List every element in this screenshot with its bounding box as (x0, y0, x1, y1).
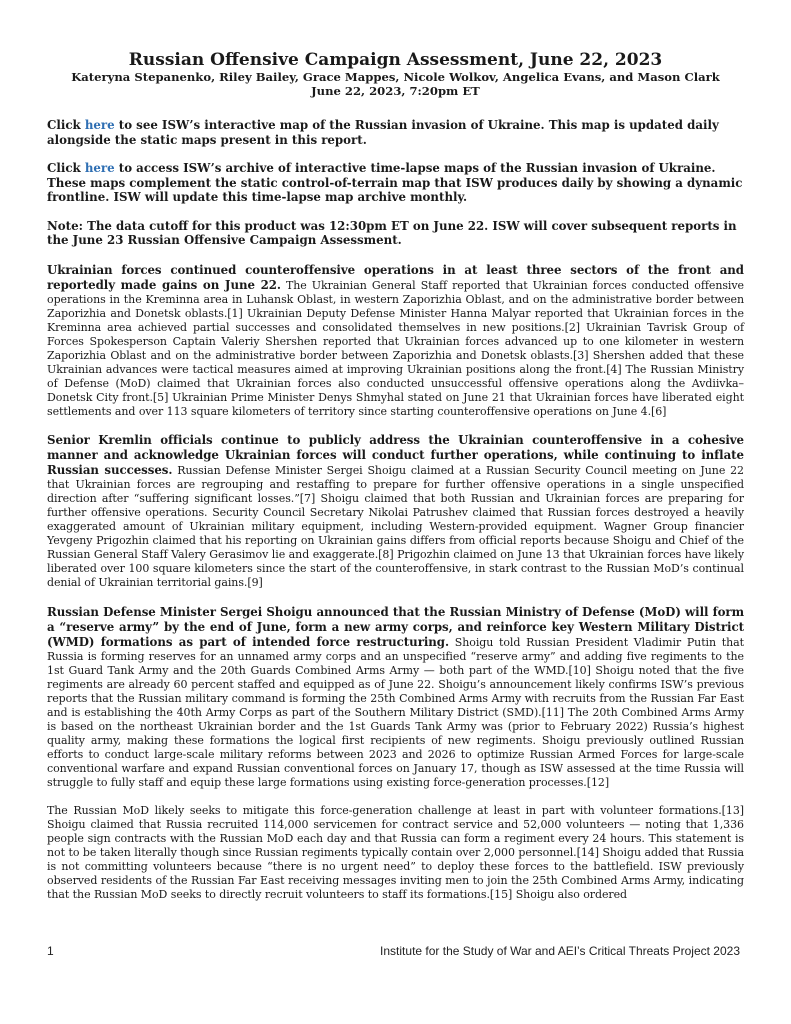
report-authors: Kateryna Stepanenko, Riley Bailey, Grace Mappes, Nicole Wolkov, Angelica Evans, and Mason Clark (71, 70, 720, 84)
paragraph-lead: Ukrainian forces continued counteroffensive operations in at least three sectors of the front and reportedly made gains on June 22. (47, 262, 744, 292)
interactive-map-notice: Click here to see ISW’s interactive map of the Russian invasion of Ukraine. This map is updated daily alongside the static maps present in this report. (47, 118, 719, 147)
interactive-map-link[interactable]: here (84, 118, 115, 132)
report-page (47, 50, 744, 916)
page-number: 1 (47, 944, 54, 958)
footer-organization: Institute for the Study of War and AEI’s Critical Threats Project 2023 (380, 944, 740, 958)
page-footer (47, 944, 744, 960)
report-dateline: June 22, 2023, 7:20pm ET (311, 84, 480, 98)
report-title: Russian Offensive Campaign Assessment, June 22, 2023 (128, 50, 663, 70)
paragraph-reserve-army: Russian Defense Minister Sergei Shoigu announced that the Russian Ministry of Defense (MoD) will form a “reserve army” by the end of June, form a new army corps, and reinforce key Western Military District (WMD) formations as part of intended force restructuring. Shoigu told Russian President Vladimir Putin that Russia is forming reserves for an unnamed army corps and an unspecified “reserve army” and adding five regiments to the 1st Guard Tank Army and the 20th Guards Combined Arms Army — both part of the WMD.[10] Shoigu noted that the five regiments are already 60 percent staffed and equipped as of June 22. Shoigu’s announcement likely confirms ISW’s previous reports that the Russian military command is forming the 25th Combined Arms Army with recruits from the Russian Far East and is establishing the 40th Army Corps as part of the Southern Military District (SMD).[11] The 20th Combined Arms Army is based on the northeast Ukrainian border and the 1st Guards Tank Army was (prior to February 2022) Russia’s highest quality army, making these formations the logical first recipients of new regiments. Shoigu previously outlined Russian efforts to conduct large-scale military reforms between 2023 and 2026 to optimize Russian Armed Forces for large-scale conventional warfare and expand Russian conventional forces on January 17, though as ISW assessed at the time Russia will struggle to fully staff and equip these large formations using existing force-generation processes.[12] (47, 604, 745, 790)
timelapse-archive-link[interactable]: here (84, 161, 115, 175)
timelapse-archive-notice: Click here to access ISW’s archive of interactive time-lapse maps of the Russian invasion of Ukraine. These maps complement the static control-of-terrain map that ISW produces daily by showing a dynamic frontline. ISW will update this time-lapse map archive monthly. (47, 161, 743, 204)
paragraph-kremlin-officials: Senior Kremlin officials continue to publicly address the Ukrainian counteroffensive in a cohesive manner and acknowledge Ukrainian forces will conduct further operations, while continuing to inflate Russian successes. Russian Defense Minister Sergei Shoigu claimed at a Russian Security Council meeting on June 22 that Ukrainian forces are regrouping and restaffing to prepare for further offensive operations in a single unspecified direction after “suffering significant losses.”[7] Shoigu claimed that both Russian and Ukrainian forces are preparing for further offensive operations. Security Council Secretary Nikolai Patrushev claimed that Russian forces destroyed a heavily exaggerated amount of Ukrainian military equipment, including Western-provided equipment. Wagner Group financier Yevgeny Prigozhin claimed that his reporting on Ukrainian gains differs from official reports because Shoigu and Chief of the Russian General Staff Valery Gerasimov lie and exaggerate.[8] Prigozhin claimed on June 13 that Ukrainian forces have likely liberated over 100 square kilometers since the start of the counteroffensive, in stark contrast to the Russian MoD’s continual denial of Ukrainian territorial gains.[9] (47, 433, 744, 590)
paragraph-force-generation: The Russian MoD likely seeks to mitigate this force-generation challenge at least in part with volunteer formations.[13] Shoigu claimed that Russia recruited 114,000 servicemen for contract service and 52,000 volunteers — noting that 1,336 people sign contracts with the Russian MoD each day and that Russia can form a regiment every 24 hours. This statement is not to be taken literally though since Russian regiments typically contain over 2,000 personnel.[14] Shoigu added that Russia is not committing volunteers because “there is no urgent need” to deploy these forces to the battlefield. ISW previously observed residents of the Russian Far East receiving messages inviting men to join the 25th Combined Arms Army, indicating that the Russian MoD seeks to directly recruit volunteers to staff its formations.[15] Shoigu also ordered (47, 804, 744, 902)
paragraph-lead: Russian Defense Minister Sergei Shoigu announced that the Russian Ministry of Defense (MoD) will form a “reserve army” by the end of June, form a new army corps, and reinforce key Western Military District (WMD) formations as part of intended force restructuring. (47, 604, 744, 649)
paragraph-lead: Senior Kremlin officials continue to publicly address the Ukrainian counteroffensive in a cohesive manner and acknowledge Ukrainian forces will conduct further operations, while continuing to inflate Russian successes. (47, 433, 744, 478)
paragraph-counteroffensive: Ukrainian forces continued counteroffensive operations in at least three sectors of the front and reportedly made gains on June 22. The Ukrainian General Staff reported that Ukrainian forces conducted offensive operations in the Kreminna area in Luhansk Oblast, in western Zaporizhia Oblast, and on the administrative border between Zaporizhia and Donetsk oblasts.[1] Ukrainian Deputy Defense Minister Hanna Malyar reported that Ukrainian forces in the Kreminna area achieved partial successes and consolidated themselves in new positions.[2] Ukrainian Tavrisk Group of Forces Spokesperson Captain Valeriy Shershen reported that Ukrainian forces advanced up to one kilometer in western Zaporizhia Oblast and on the administrative border between Zaporizhia and Donetsk oblasts.[3] Shershen added that these Ukrainian advances were tactical measures aimed at improving Ukrainian positions along the front.[4] The Russian Ministry of Defense (MoD) claimed that Ukrainian forces also conducted unsuccessful offensive operations along the Avdiivka–Donetsk City front.[5] Ukrainian Prime Minister Denys Shmyhal stated on June 21 that Ukrainian forces have liberated eight settlements and over 113 square kilometers of territory since starting counteroffensive operations on June 4.[6] (47, 262, 744, 418)
data-cutoff-note: Note: The data cutoff for this product was 12:30pm ET on June 22. ISW will cover subsequent reports in the June 23 Russian Offensive Campaign Assessment. (47, 218, 737, 247)
